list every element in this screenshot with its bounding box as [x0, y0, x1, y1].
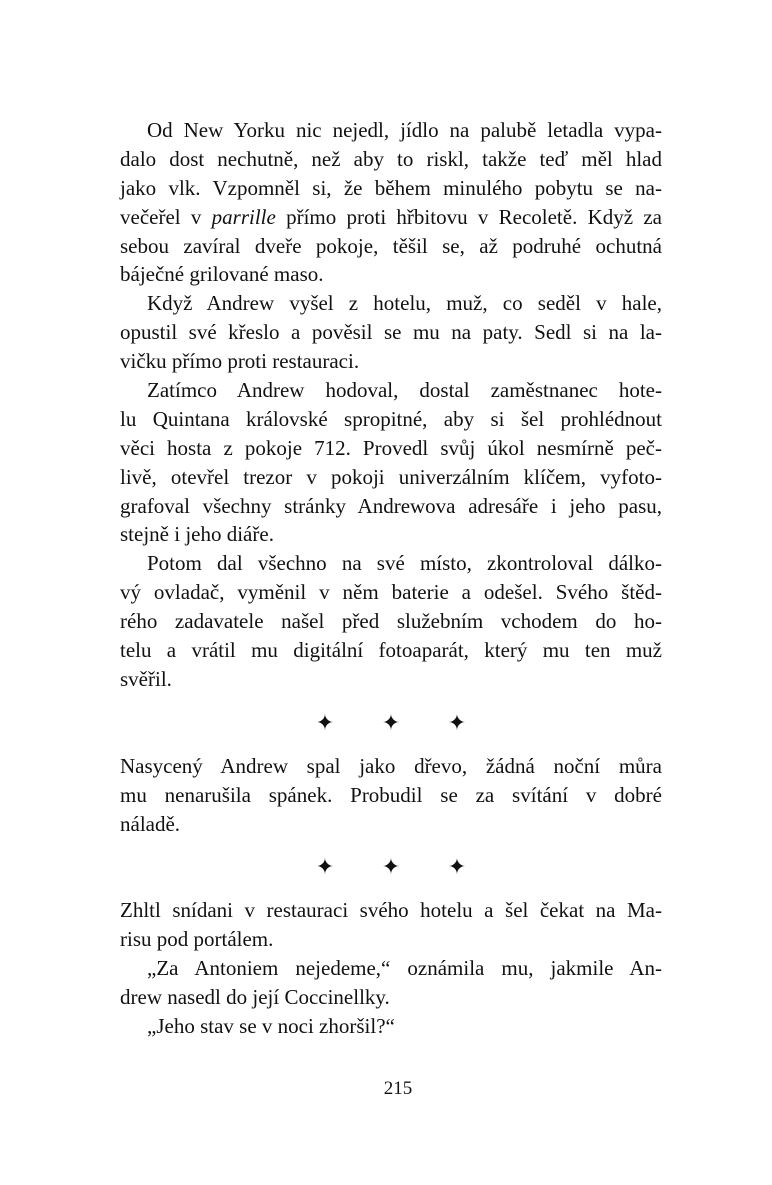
italic-term: parrille — [211, 204, 276, 229]
text-line: lu Quintana královské spropitné, aby si šel prohlédnout — [120, 406, 662, 431]
paragraph — [120, 896, 662, 954]
text-line: opustil své křeslo a pověsil se mu na paty. Sedl si na la- — [120, 320, 662, 345]
text-line: báječné grilované maso. — [120, 262, 324, 287]
text-line: Potom dal všechno na své místo, zkontroloval dálko- — [147, 551, 662, 576]
text-line: telu a vrátil mu digitální fotoaparát, který mu ten muž — [120, 638, 662, 663]
text-line: vičku přímo proti restauraci. — [120, 349, 360, 374]
paragraph — [120, 549, 662, 693]
text-line: jako vlk. Vzpomněl si, že během minulého pobytu se na- — [120, 175, 662, 200]
text-line: stejně i jeho diáře. — [120, 522, 274, 547]
text-segment: přímo proti hřbitovu v Recoletě. Když za — [275, 204, 662, 229]
section-separator — [120, 694, 662, 752]
star-ornament-icon: ✦ — [447, 709, 467, 735]
text-line: věci hosta z pokoje 712. Provedl svůj úkol nesmírně peč- — [120, 435, 662, 460]
paragraph — [120, 376, 662, 549]
page-body — [120, 116, 662, 1041]
text-line: rého zadavatele našel před služebním vchodem do ho- — [120, 609, 662, 634]
paragraph — [120, 1012, 662, 1041]
star-ornament-icon: ✦ — [381, 709, 401, 735]
text-line: Nasycený Andrew spal jako dřevo, žádná noční můra — [120, 753, 662, 778]
star-ornament-icon: ✦ — [381, 854, 401, 880]
text-line: sebou zavíral dveře pokoje, těšil se, až podruhé ochutná — [120, 233, 662, 258]
text-line: drew nasedl do její Coccinellky. — [120, 985, 390, 1010]
page-number: 215 — [383, 1078, 413, 1099]
section-separator — [120, 838, 662, 896]
star-ornament-icon: ✦ — [447, 854, 467, 880]
text-line: „Za Antoniem nejedeme,“ oznámila mu, jakmile An- — [147, 956, 662, 981]
text-line: Když Andrew vyšel z hotelu, muž, co seděl v hale, — [147, 291, 662, 316]
text-line: svěřil. — [120, 666, 172, 691]
text-line: náladě. — [120, 811, 181, 836]
paragraph — [120, 752, 662, 839]
text-line: Zhltl snídani v restauraci svého hotelu a šel čekat na Ma- — [120, 898, 662, 923]
paragraph — [120, 116, 662, 289]
star-ornament-icon: ✦ — [315, 854, 335, 880]
text-line: livě, otevřel trezor v pokoji univerzálním klíčem, vyfoto- — [120, 464, 662, 489]
text-segment: večeřel v — [120, 204, 212, 229]
paragraph — [120, 289, 662, 376]
text-line: vý ovladač, vyměnil v něm baterie a odešel. Svého štěd- — [120, 580, 662, 605]
text-line: dalo dost nechutně, než aby to riskl, takže teď měl hlad — [120, 146, 662, 171]
text-line: risu pod portálem. — [120, 927, 274, 952]
text-line: Zatímco Andrew hodoval, dostal zaměstnanec hote- — [147, 378, 662, 403]
text-line — [120, 203, 662, 232]
text-line: Od New Yorku nic nejedl, jídlo na palubě letadla vypa- — [147, 118, 662, 142]
paragraph — [120, 954, 662, 1012]
text-line: „Jeho stav se v noci zhoršil?“ — [147, 1014, 395, 1039]
text-line: mu nenarušila spánek. Probudil se za svítání v dobré — [120, 782, 662, 807]
text-line: grafoval všechny stránky Andrewova adresáře i jeho pasu, — [120, 493, 662, 518]
star-ornament-icon: ✦ — [315, 709, 335, 735]
